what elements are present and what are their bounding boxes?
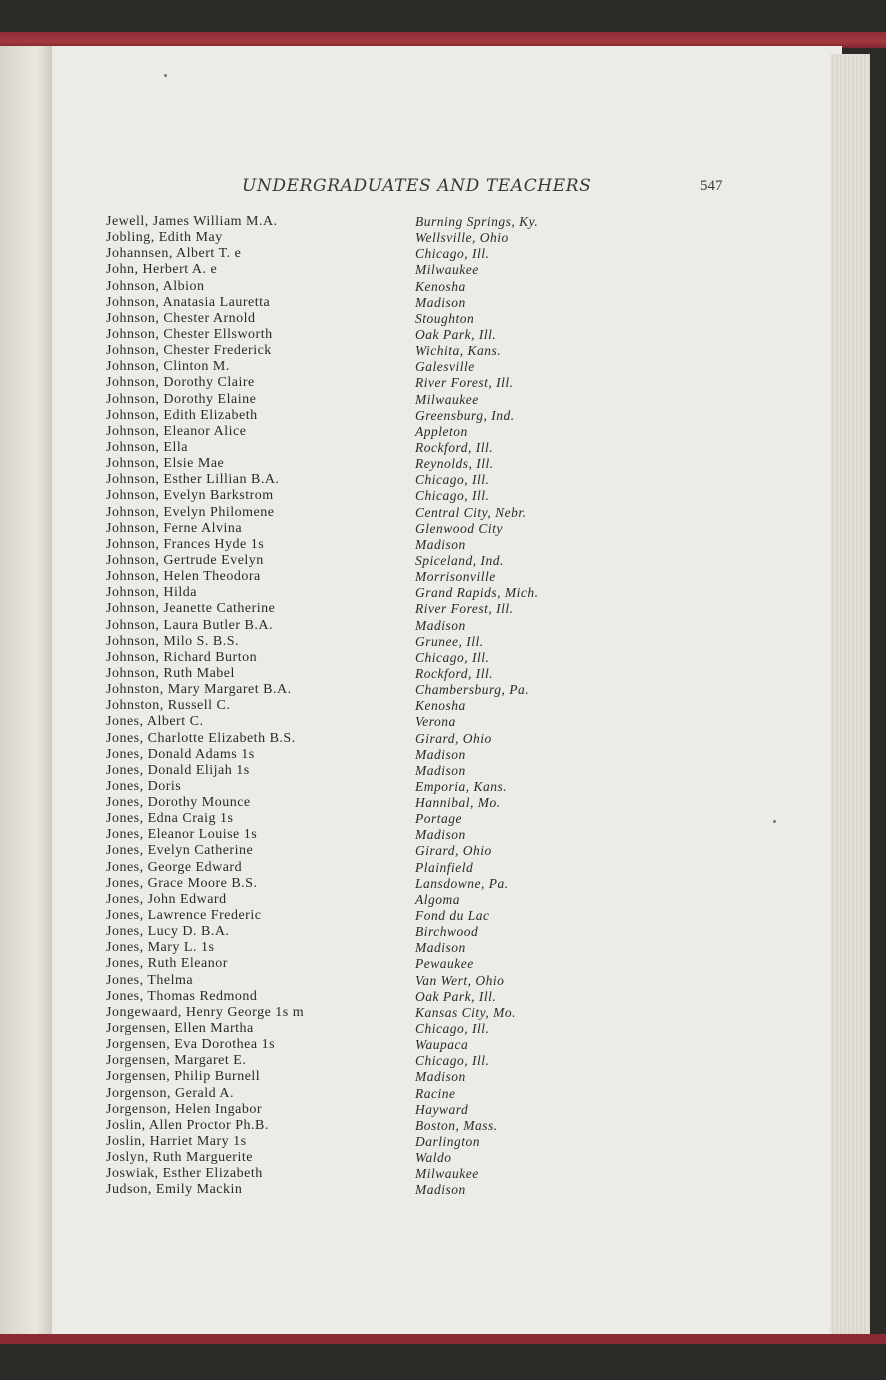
entry-name: Johnson, Chester Arnold — [106, 310, 256, 326]
directory-entry — [106, 714, 596, 730]
entry-name: Johnson, Hilda — [106, 585, 197, 601]
entry-name: Joslin, Allen Proctor Ph.B. — [106, 1117, 269, 1133]
directory-entry — [106, 456, 596, 472]
directory-list — [106, 214, 596, 1199]
directory-entry — [106, 472, 596, 488]
entry-name: Johnston, Russell C. — [106, 698, 231, 714]
directory-entry — [106, 1053, 596, 1069]
entry-hometown: Grunee, Ill. — [415, 633, 484, 649]
entry-hometown: Madison — [415, 1182, 466, 1198]
page-speck — [164, 74, 167, 77]
directory-entry — [106, 1118, 596, 1134]
entry-hometown: Pewaukee — [415, 956, 474, 972]
entry-name: Johnson, Jeanette Catherine — [106, 601, 276, 617]
entry-name: Jorgensen, Philip Burnell — [106, 1069, 261, 1085]
entry-hometown: Rockford, Ill. — [415, 439, 494, 455]
entry-name: Joslin, Harriet Mary 1s — [106, 1134, 247, 1150]
entry-name: Jobling, Edith May — [106, 230, 223, 246]
entry-hometown: Van Wert, Ohio — [415, 972, 505, 988]
directory-entry — [106, 505, 596, 521]
entry-name: Johnson, Ruth Mabel — [106, 665, 235, 681]
directory-entry — [106, 230, 596, 246]
directory-entry — [106, 698, 596, 714]
entry-hometown: Milwaukee — [415, 391, 479, 407]
directory-entry — [106, 811, 596, 827]
directory-entry — [106, 876, 596, 892]
entry-name: Jongewaard, Henry George 1s m — [106, 1004, 305, 1020]
directory-entry — [106, 666, 596, 682]
entry-name: John, Herbert A. e — [106, 262, 218, 278]
entry-name: Johnson, Anatasia Lauretta — [106, 294, 271, 310]
entry-hometown: Grand Rapids, Mich. — [415, 585, 539, 601]
entry-hometown: Waldo — [415, 1150, 452, 1166]
entry-name: Jones, Donald Adams 1s — [106, 746, 255, 762]
entry-hometown: Wichita, Kans. — [415, 343, 502, 359]
entry-hometown: Burning Springs, Ky. — [415, 214, 539, 229]
entry-hometown: Milwaukee — [415, 262, 479, 278]
directory-entry — [106, 763, 596, 779]
entry-name: Jones, Eleanor Louise 1s — [106, 827, 258, 843]
entry-name: Jones, Grace Moore B.S. — [106, 875, 258, 891]
page-number: 547 — [700, 178, 723, 194]
left-page-edge — [0, 46, 52, 1336]
directory-entry — [106, 553, 596, 569]
directory-entry — [106, 779, 596, 795]
entry-name: Jones, Thelma — [106, 972, 194, 988]
entry-hometown: Birchwood — [415, 924, 479, 940]
entry-hometown: Hayward — [415, 1101, 469, 1117]
directory-entry — [106, 682, 596, 698]
running-header-title: UNDERGRADUATES AND TEACHERS — [242, 176, 592, 196]
entry-hometown: Madison — [415, 536, 466, 552]
directory-entry — [106, 618, 596, 634]
entry-name: Joswiak, Esther Elizabeth — [106, 1166, 263, 1182]
directory-entry — [106, 843, 596, 859]
directory-entry — [106, 585, 596, 601]
entry-name: Jorgensen, Eva Dorothea 1s — [106, 1037, 276, 1053]
directory-entry — [106, 1166, 596, 1182]
directory-entry — [106, 924, 596, 940]
entry-hometown: Madison — [415, 1069, 466, 1085]
entry-hometown: Spiceland, Ind. — [415, 552, 504, 568]
entry-name: Johannsen, Albert T. e — [106, 246, 242, 262]
entry-name: Jorgensen, Margaret E. — [106, 1053, 247, 1069]
directory-entry — [106, 634, 596, 650]
entry-name: Jorgensen, Ellen Martha — [106, 1021, 254, 1037]
entry-name: Johnson, Chester Ellsworth — [106, 326, 273, 342]
directory-entry — [106, 940, 596, 956]
entry-hometown: Madison — [415, 294, 466, 310]
page-speck — [773, 820, 776, 823]
directory-entry — [106, 262, 596, 278]
entry-hometown: Madison — [415, 746, 466, 762]
entry-hometown: Kansas City, Mo. — [415, 1004, 517, 1020]
directory-entry — [106, 1102, 596, 1118]
entry-name: Johnson, Eleanor Alice — [106, 423, 247, 439]
entry-name: Johnson, Evelyn Philomene — [106, 504, 275, 520]
entry-hometown: Madison — [415, 617, 466, 633]
entry-hometown: Girard, Ohio — [415, 730, 492, 746]
entry-name: Jones, Dorothy Mounce — [106, 795, 251, 811]
entry-hometown: Rockford, Ill. — [415, 665, 494, 681]
directory-entry — [106, 569, 596, 585]
entry-name: Jones, Thomas Redmond — [106, 988, 258, 1004]
entry-hometown: Stoughton — [415, 310, 475, 326]
entry-hometown: Chicago, Ill. — [415, 488, 490, 504]
directory-entry — [106, 1150, 596, 1166]
directory-entry — [106, 601, 596, 617]
entry-name: Johnson, Chester Frederick — [106, 343, 272, 359]
directory-entry — [106, 214, 596, 230]
entry-name: Jones, Albert C. — [106, 714, 204, 730]
directory-entry — [106, 521, 596, 537]
directory-entry — [106, 537, 596, 553]
directory-entry — [106, 440, 596, 456]
entry-hometown: Waupaca — [415, 1037, 469, 1053]
directory-entry — [106, 731, 596, 747]
entry-name: Jones, Mary L. 1s — [106, 940, 215, 956]
entry-hometown: Boston, Mass. — [415, 1117, 498, 1133]
entry-name: Johnson, Richard Burton — [106, 649, 258, 665]
directory-entry — [106, 827, 596, 843]
entry-name: Johnson, Evelyn Barkstrom — [106, 488, 274, 504]
entry-hometown: Emporia, Kans. — [415, 778, 508, 794]
entry-name: Jones, John Edward — [106, 891, 227, 907]
entry-hometown: Milwaukee — [415, 1166, 479, 1182]
entry-name: Jewell, James William M.A. — [106, 214, 278, 229]
entry-name: Jones, George Edward — [106, 859, 243, 875]
entry-hometown: Kenosha — [415, 278, 466, 294]
entry-hometown: Verona — [415, 714, 456, 730]
entry-name: Johnson, Dorothy Elaine — [106, 391, 257, 407]
entry-name: Johnson, Albion — [106, 278, 205, 294]
entry-hometown: Chicago, Ill. — [415, 1021, 490, 1037]
directory-entry — [106, 1005, 596, 1021]
entry-hometown: Greensburg, Ind. — [415, 407, 515, 423]
directory-entry — [106, 860, 596, 876]
directory-entry — [106, 408, 596, 424]
entry-name: Jones, Doris — [106, 778, 182, 794]
entry-name: Johnson, Elsie Mae — [106, 456, 225, 472]
entry-name: Jones, Lawrence Frederic — [106, 908, 262, 924]
entry-hometown: Chicago, Ill. — [415, 246, 490, 262]
entry-hometown: Madison — [415, 940, 466, 956]
directory-entry — [106, 311, 596, 327]
entry-hometown: Chicago, Ill. — [415, 472, 490, 488]
entry-hometown: Oak Park, Ill. — [415, 988, 497, 1004]
entry-hometown: Reynolds, Ill. — [415, 456, 494, 472]
entry-name: Judson, Emily Mackin — [106, 1182, 243, 1198]
entry-name: Johnson, Edith Elizabeth — [106, 407, 258, 423]
entry-hometown: Madison — [415, 827, 466, 843]
entry-name: Jones, Evelyn Catherine — [106, 843, 254, 859]
page-stack-edge — [830, 54, 870, 1336]
entry-hometown: Darlington — [415, 1134, 481, 1150]
entry-hometown: Chambersburg, Pa. — [415, 682, 530, 698]
entry-hometown: Chicago, Ill. — [415, 1053, 490, 1069]
entry-name: Johnson, Gertrude Evelyn — [106, 552, 264, 568]
entry-hometown: Kenosha — [415, 698, 466, 714]
entry-hometown: Appleton — [415, 423, 468, 439]
entry-hometown: Oak Park, Ill. — [415, 326, 497, 342]
directory-entry — [106, 279, 596, 295]
directory-entry — [106, 747, 596, 763]
directory-entry — [106, 1021, 596, 1037]
entry-name: Johnson, Milo S. B.S. — [106, 633, 240, 649]
entry-hometown: Algoma — [415, 891, 460, 907]
directory-entry — [106, 327, 596, 343]
directory-entry — [106, 1069, 596, 1085]
entry-hometown: Wellsville, Ohio — [415, 230, 509, 246]
directory-entry — [106, 1086, 596, 1102]
directory-entry — [106, 989, 596, 1005]
entry-name: Jorgenson, Gerald A. — [106, 1085, 234, 1101]
entry-name: Jones, Ruth Eleanor — [106, 956, 228, 972]
entry-hometown: Glenwood City — [415, 520, 503, 536]
directory-entry — [106, 424, 596, 440]
directory-entry — [106, 246, 596, 262]
entry-name: Johnston, Mary Margaret B.A. — [106, 682, 292, 698]
entry-hometown: Portage — [415, 811, 462, 827]
directory-entry — [106, 956, 596, 972]
directory-entry — [106, 375, 596, 391]
directory-entry — [106, 892, 596, 908]
entry-name: Johnson, Ferne Alvina — [106, 520, 243, 536]
entry-hometown: Morrisonville — [415, 569, 496, 585]
entry-name: Johnson, Dorothy Claire — [106, 375, 255, 391]
entry-hometown: Plainfield — [415, 859, 474, 875]
entry-name: Jones, Lucy D. B.A. — [106, 924, 230, 940]
entry-hometown: Fond du Lac — [415, 908, 490, 924]
directory-entry — [106, 795, 596, 811]
entry-name: Johnson, Esther Lillian B.A. — [106, 472, 280, 488]
entry-hometown: Central City, Nebr. — [415, 504, 527, 520]
entry-hometown: River Forest, Ill. — [415, 601, 514, 617]
entry-name: Jones, Donald Elijah 1s — [106, 762, 250, 778]
directory-entry — [106, 973, 596, 989]
entry-name: Johnson, Clinton M. — [106, 359, 230, 375]
entry-name: Joslyn, Ruth Marguerite — [106, 1150, 253, 1166]
entry-name: Jones, Charlotte Elizabeth B.S. — [106, 730, 296, 746]
directory-entry — [106, 650, 596, 666]
book-binding-bottom — [0, 1334, 886, 1344]
entry-name: Jones, Edna Craig 1s — [106, 811, 234, 827]
entry-name: Jorgenson, Helen Ingabor — [106, 1101, 262, 1117]
directory-entry — [106, 1037, 596, 1053]
directory-entry — [106, 1134, 596, 1150]
directory-entry — [106, 343, 596, 359]
entry-hometown: Lansdowne, Pa. — [415, 875, 509, 891]
entry-name: Johnson, Helen Theodora — [106, 569, 261, 585]
entry-hometown: Girard, Ohio — [415, 843, 492, 859]
directory-entry — [106, 908, 596, 924]
entry-hometown: Hannibal, Mo. — [415, 795, 501, 811]
entry-hometown: Racine — [415, 1085, 456, 1101]
entry-hometown: Madison — [415, 762, 466, 778]
entry-hometown: Chicago, Ill. — [415, 649, 490, 665]
entry-hometown: Galesville — [415, 359, 475, 375]
entry-name: Johnson, Frances Hyde 1s — [106, 536, 265, 552]
directory-entry — [106, 359, 596, 375]
directory-entry — [106, 1182, 596, 1198]
entry-name: Johnson, Ella — [106, 439, 188, 455]
directory-entry — [106, 392, 596, 408]
directory-entry — [106, 295, 596, 311]
entry-hometown: River Forest, Ill. — [415, 375, 514, 391]
entry-name: Johnson, Laura Butler B.A. — [106, 617, 273, 633]
directory-entry — [106, 488, 596, 504]
